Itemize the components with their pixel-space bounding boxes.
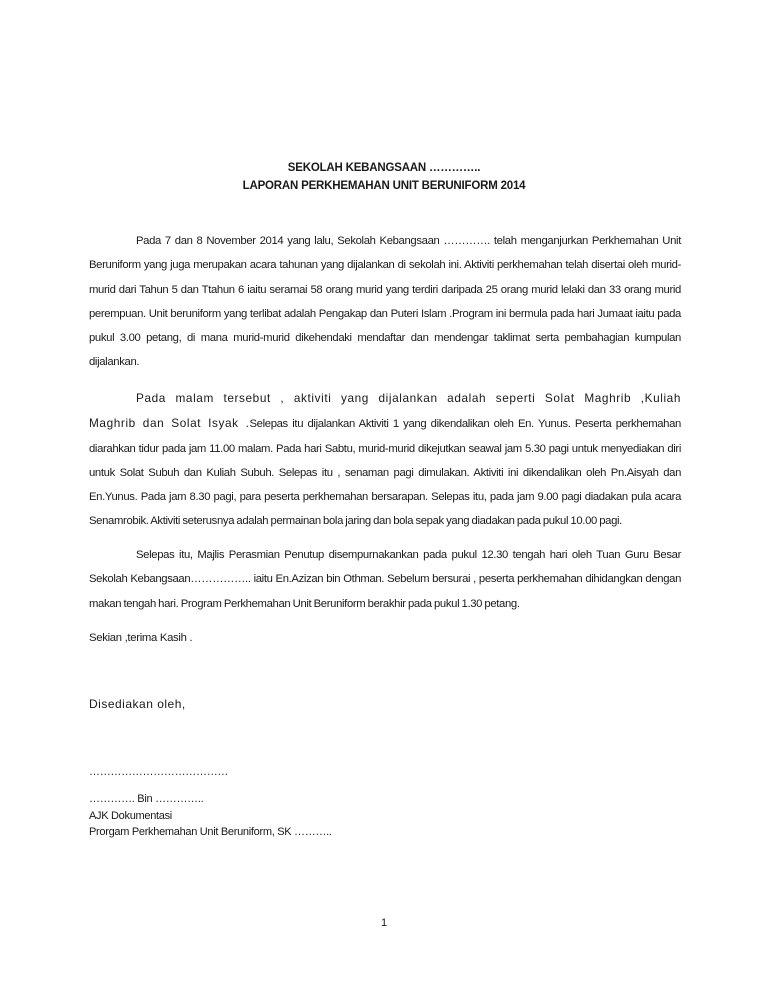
paragraph-2-lead: Pada malam tersebut , aktiviti yang dijalankan adalah seperti Solat Maghrib ,Kuliah Maghrib dan Solat Isyak . bbox=[89, 391, 681, 431]
signature-role: AJK Dokumentasi bbox=[89, 809, 172, 822]
signature-program: Prorgam Perkhemahan Unit Beruniform, SK ……….. bbox=[89, 826, 332, 838]
title-line-school: SEKOLAH KEBANGSAAN ………….. bbox=[287, 162, 481, 174]
paragraph-3-text: Selepas itu, Majlis Perasmian Penutup disempurnakankan pada pukul 12.30 tengah hari oleh Tuan Guru Besar Sekolah Kebangsaan…………….. iaitu En.Azizan bin Othman. Sebelum bersurai , peserta perkhemahan dihidangkan dengan makan tengah hari. Program Perkhemahan Unit Beruniform berakhir pada pukul 1.30 petang. bbox=[89, 549, 681, 610]
signature-name: …………. Bin ………….. bbox=[89, 793, 204, 805]
page-number: 1 bbox=[380, 917, 388, 929]
document-title bbox=[0, 159, 768, 195]
signature-block bbox=[89, 791, 332, 841]
title-line-report: LAPORAN PERKHEMAHAN UNIT BERUNIFORM 2014 bbox=[242, 180, 526, 192]
paragraph-2-text bbox=[89, 386, 681, 534]
signature-line: ………………………………… bbox=[89, 766, 229, 778]
paragraph-3 bbox=[89, 543, 681, 616]
paragraph-2-rest: Selepas itu dijalankan Aktiviti 1 yang dikendalikan oleh En. Yunus. Peserta perkhemahan diarahkan tidur pada jam 11.00 malam. Pada hari Sabtu, murid-murid dikejutkan seawal jam 5.30 pagi untuk menyediakan diri untuk Solat Subuh dan Kuliah Subuh. Selepas itu , senaman pagi dimulakan. Aktiviti ini dikendalikan oleh Pn.Aisyah dan En.Yunus. Pada jam 8.30 pagi, para peserta perkhemahan bersarapan. Selepas itu, pada jam 9.00 pagi diadakan pula acara Senamrobik. Aktiviti seterusnya adalah permainan bola jaring dan bola sepak yang diadakan pada pukul 10.00 pagi. bbox=[89, 418, 681, 528]
closing-thanks: Sekian ,terima Kasih . bbox=[89, 632, 193, 644]
paragraph-2 bbox=[89, 386, 681, 534]
paragraph-1-text: Pada 7 dan 8 November 2014 yang lalu, Sekolah Kebangsaan …………. telah menganjurkan Perkhemahan Unit Beruniform yang juga merupakan acara tahunan yang dijalankan di sekolah ini. Aktiviti perkhemahan telah disertai oleh murid-murid dari Tahun 5 dan Ttahun 6 iaitu seramai 58 orang murid yang terdiri daripada 25 orang murid lelaki dan 33 orang murid perempuan. Unit beruniform yang terlibat adalah Pengakap dan Puteri Islam .Program ini bermula pada hari Jumaat iaitu pada pukul 3.00 petang, di mana murid-murid dikehendaki mendaftar dan mendengar taklimat serta pembahagian kumpulan dijalankan. bbox=[89, 235, 681, 369]
paragraph-1 bbox=[89, 229, 681, 375]
prepared-by-label: Disediakan oleh, bbox=[89, 697, 186, 711]
